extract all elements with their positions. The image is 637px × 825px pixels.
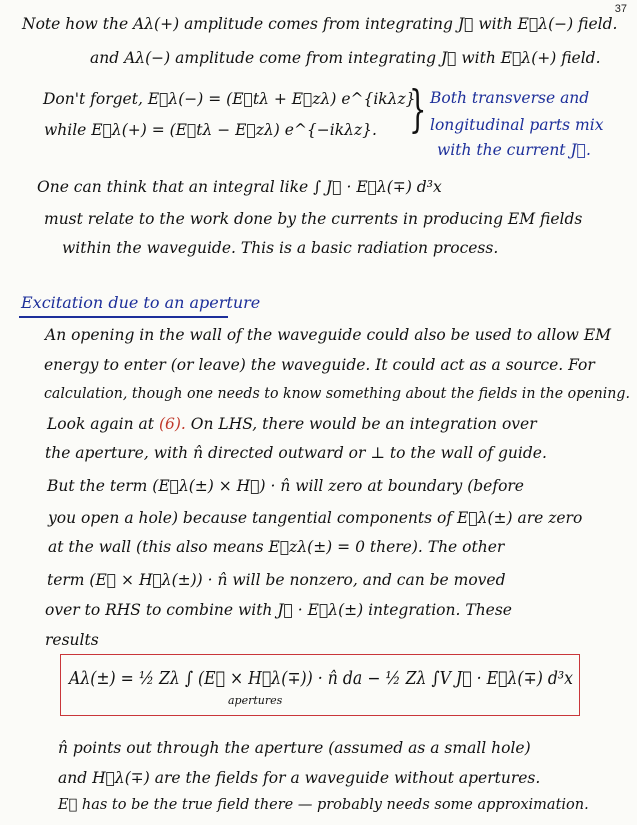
side-note-line-2: longitudinal parts mix: [430, 116, 604, 134]
para-line-9: term (E⃗ × H⃗λ(±)) · n̂ will be nonzero, and can be moved: [47, 571, 506, 589]
after-line-3: E⃗ has to be the true field there — probably needs some approximation.: [58, 797, 589, 813]
para-line-8: at the wall (this also means E⃗zλ(±) = 0 there). The other: [48, 538, 505, 556]
page-number: 37: [614, 3, 627, 15]
para-line-4-start: Look again at: [47, 415, 155, 433]
para-line-10: over to RHS to combine with J⃗ · E⃗λ(±) integration. These: [45, 601, 512, 619]
note-line-2: and Aλ(−) amplitude come from integrating J⃗ with E⃗λ(+) field.: [90, 49, 601, 67]
forget-line-2: while E⃗λ(+) = (E⃗tλ − E⃗zλ) e^{−ikλz}.: [44, 121, 377, 139]
para-line-7: you open a hole) because tangential components of E⃗λ(±) are zero: [48, 509, 583, 527]
after-line-2: and H⃗λ(∓) are the fields for a waveguide without apertures.: [58, 769, 541, 787]
para-line-3: calculation, though one needs to know something about the fields in the opening.: [44, 386, 630, 402]
para-line-6: But the term (E⃗λ(±) × H⃗) · n̂ will zero at boundary (before: [47, 477, 524, 495]
heading-underline: [19, 316, 228, 318]
para-line-5: the aperture, with n̂ directed outward or ⊥ to the wall of guide.: [45, 444, 547, 462]
para-line-2: energy to enter (or leave) the waveguide. It could act as a source. For: [44, 356, 595, 374]
brace-symbol: }: [409, 80, 427, 138]
after-line-1: n̂ points out through the aperture (assumed as a small hole): [58, 739, 531, 757]
equation-subscript-apertures: apertures: [228, 694, 283, 707]
para-line-1: An opening in the wall of the waveguide could also be used to allow EM: [45, 326, 612, 344]
result-equation: Aλ(±) = ½ Zλ ∫ (E⃗ × H⃗λ(∓)) · n̂ da − ½ Zλ ∫V J⃗ · E⃗λ(∓) d³x: [69, 669, 574, 689]
result-equation-box: [60, 654, 580, 716]
para-line-11: results: [45, 631, 99, 649]
para-line-4-end: On LHS, there would be an integration over: [190, 415, 537, 433]
forget-line-1: Don't forget, E⃗λ(−) = (E⃗tλ + E⃗zλ) e^{ikλz}: [43, 90, 416, 108]
side-note-line-3: with the current J⃗.: [437, 141, 591, 159]
integral-line-1: One can think that an integral like ∫ J⃗ · E⃗λ(∓) d³x: [37, 178, 442, 196]
integral-line-2: must relate to the work done by the currents in producing EM fields: [44, 210, 583, 228]
note-line-1: Note how the Aλ(+) amplitude comes from integrating J⃗ with E⃗λ(−) field.: [22, 15, 618, 33]
side-note-line-1: Both transverse and: [430, 89, 590, 107]
integral-line-3: within the waveguide. This is a basic radiation process.: [62, 239, 499, 257]
equation-ref-link[interactable]: (6).: [158, 415, 186, 433]
para-line-4: [47, 414, 537, 434]
section-heading: Excitation due to an aperture: [21, 293, 261, 312]
